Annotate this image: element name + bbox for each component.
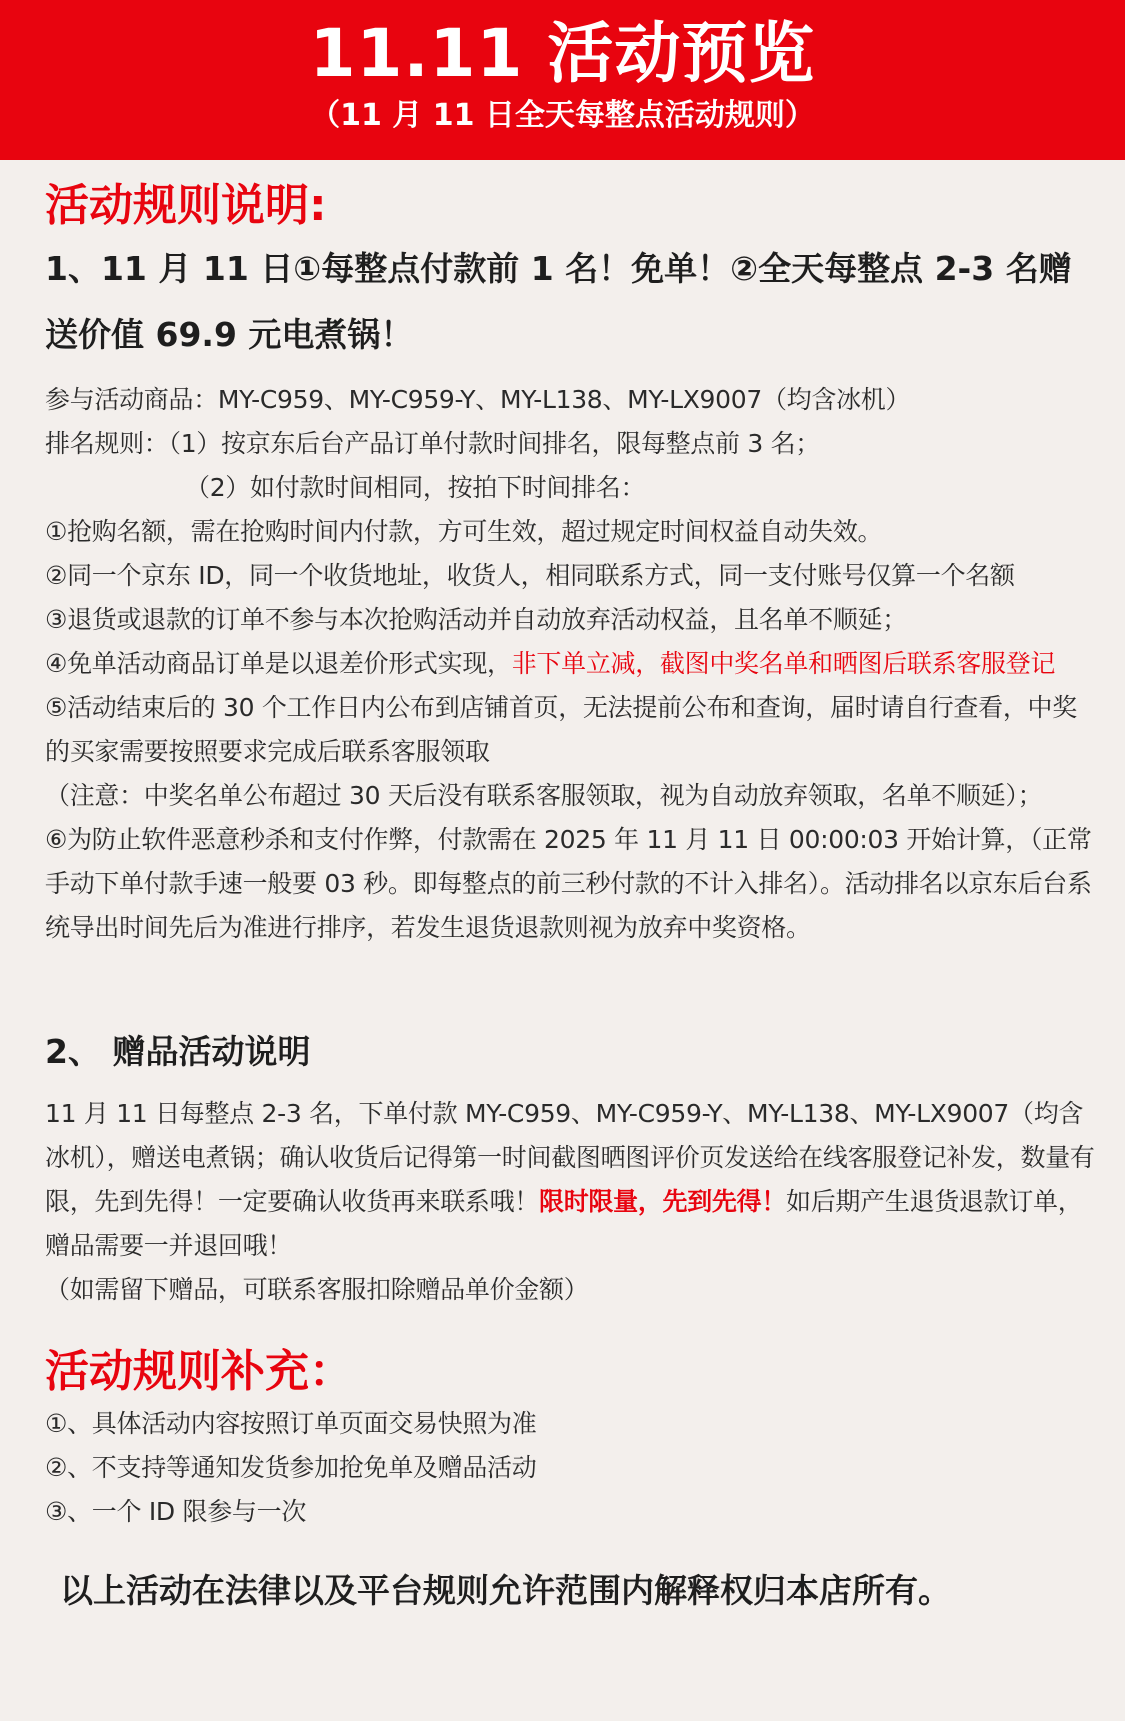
rule-item-4-text: ④免单活动商品订单是以退差价形式实现， (45, 649, 512, 678)
header-banner (0, 0, 1125, 160)
rules-heading: 活动规则说明: (45, 180, 327, 231)
gift-text-1: 11 月 11 日每整点 2-3 名，下单付款 MY-C959、MY-C959-Y、MY-L138、MY-LX9007（均含冰机），赠送电煮锅；确认收货后记得第一时间截图晒图评价页发送给在线客服登记补发，数量有限，先到先得！一定要确认收货再来联系哦！ (45, 1099, 1095, 1216)
gift-body (45, 1092, 1095, 1312)
ranking-rule-1: 排名规则：（1）按京东后台产品订单付款时间排名，限每整点前 3 名； (45, 429, 821, 458)
supplement-item-3: ③、一个 ID 限参与一次 (45, 1497, 307, 1526)
gift-heading: 2、 赠品活动说明 (45, 1032, 311, 1071)
supplement-item-2: ②、不支持等通知发货参加抢免单及赠品活动 (45, 1453, 537, 1482)
gift-text (45, 1092, 1095, 1268)
supplement-list (45, 1402, 1095, 1534)
supplement-heading: 活动规则补充： (45, 1346, 353, 1397)
gift-highlight: 限时限量，先到先得！ (539, 1187, 787, 1216)
ranking-rule-2: （2）如付款时间相同，按拍下时间排名： (185, 473, 646, 502)
rules-body (45, 378, 1095, 950)
products-line: 参与活动商品：MY-C959、MY-C959-Y、MY-L138、MY-LX9007（均含冰机） (45, 385, 911, 414)
rule-item-6: ⑥为防止软件恶意秒杀和支付作弊，付款需在 2025 年 11 月 11 日 00:00:03 开始计算，（正常手动下单付款手速一般要 03 秒。即每整点的前三秒付款的不计入排名）。活动排名以京东后台系统导出时间先后为准进行排序，若发生退货退款则视为放弃中奖资格。 (45, 825, 1092, 942)
rule-item-2: ②同一个京东 ID，同一个收货地址，收货人，相同联系方式，同一支付账号仅算一个名额 (45, 561, 1015, 590)
rules-headline: 1、11 月 11 日①每整点付款前 1 名！免单！②全天每整点 2-3 名赠送价值 69.9 元电煮锅！ (45, 249, 1072, 354)
rule-item-4 (45, 642, 1095, 686)
supplement-item-1: ①、具体活动内容按照订单页面交易快照为准 (45, 1409, 537, 1438)
rule-item-5: ⑤活动结束后的 30 个工作日内公布到店铺首页，无法提前公布和查询，届时请自行查看，中奖的买家需要按照要求完成后联系客服领取 (45, 693, 1077, 766)
page-subtitle: （11 月 11 日全天每整点活动规则） (310, 98, 815, 133)
gift-text-2: 如后期产生退货退款订单，赠品需要一并退回哦！ (45, 1187, 1083, 1260)
gift-note: （如需留下赠品，可联系客服扣除赠品单价金额） (45, 1275, 589, 1304)
rule-item-3: ③退货或退款的订单不参与本次抢购活动并自动放弃活动权益，且名单不顺延； (45, 605, 907, 634)
rule-item-1: ①抢购名额，需在抢购时间内付款，方可生效，超过规定时间权益自动失效。 (45, 517, 883, 546)
rule-item-4-highlight: 非下单立减，截图中奖名单和晒图后联系客服登记 (511, 649, 1056, 678)
page-title: 11.11 活动预览 (309, 15, 816, 92)
rule-note: （注意：中奖名单公布超过 30 天后没有联系客服领取，视为自动放弃领取，名单不顺延）； (45, 781, 1043, 810)
footer-disclaimer: 以上活动在法律以及平台规则允许范围内解释权归本店所有。 (60, 1571, 951, 1610)
